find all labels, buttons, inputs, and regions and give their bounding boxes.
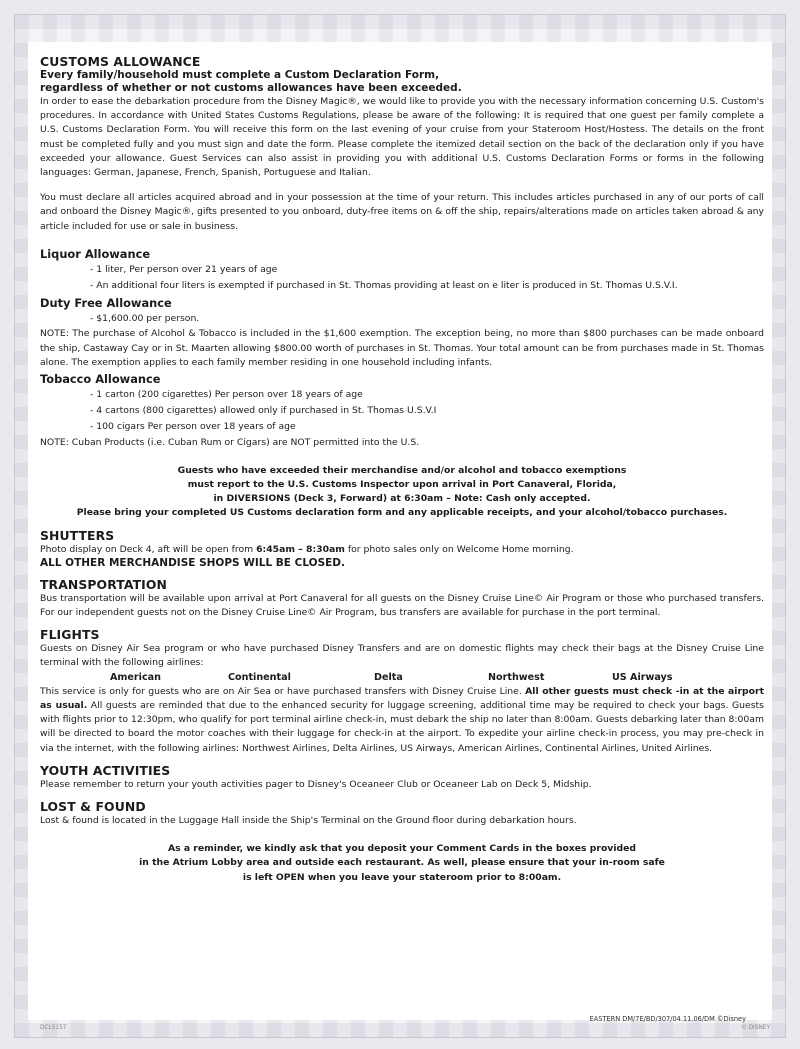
document-code: EASTERN DM/7E/BD/307/04.11.06/DM ©Disney bbox=[589, 1015, 746, 1023]
airline-name: American bbox=[110, 671, 161, 683]
customs-notice-line: Guests who have exceeded their merchandise and/or alcohol and tobacco exemptions bbox=[177, 464, 627, 476]
liquor-item: - An additional four liters is exempted if purchased in St. Thomas providing at least on e liter is produced in St. Thomas U.S.V.I. bbox=[90, 280, 678, 292]
shutters-title: SHUTTERS bbox=[40, 527, 115, 543]
airline-name: Northwest bbox=[488, 671, 545, 683]
shutters-text: Photo display on Deck 4, aft will be open from 6:45am – 8:30am for photo sales only on Welcome Home morning. bbox=[40, 543, 574, 555]
liquor-item: - 1 liter, Per person over 21 years of age bbox=[90, 263, 278, 275]
reminder-line: As a reminder, we kindly ask that you deposit your Comment Cards in the boxes provided bbox=[167, 843, 637, 855]
customs-notice-line: Please bring your completed US Customs declaration form and any applicable receipts, and your alcohol/tobacco purchases. bbox=[76, 507, 728, 519]
copyright-mark: © DISNEY bbox=[740, 1025, 770, 1031]
reminder-line: is left OPEN when you leave your stateroom prior to 8:00am. bbox=[242, 871, 562, 883]
airline-list bbox=[40, 671, 764, 685]
tobacco-note: NOTE: Cuban Products (i.e. Cuban Rum or Cigars) are NOT permitted into the U.S. bbox=[40, 436, 420, 448]
lost-found-text: Lost & found is located in the Luggage Hall inside the Ship's Terminal on the Ground floor during debarkation hours. bbox=[40, 814, 577, 826]
customs-subtitle-2: regardless of whether or not customs allowances have been exceeded. bbox=[40, 82, 462, 94]
form-number: DCL5157 bbox=[40, 1025, 67, 1031]
airline-name: Continental bbox=[228, 671, 291, 683]
tobacco-item: - 4 cartons (800 cigarettes) allowed only if purchased in St. Thomas U.S.V.I bbox=[90, 405, 437, 417]
lost-found-title: LOST & FOUND bbox=[40, 798, 146, 814]
reminder-line: in the Atrium Lobby area and outside each restaurant. As well, please ensure that your in-room safe bbox=[139, 857, 665, 869]
duty-free-item: - $1,600.00 per person. bbox=[90, 313, 200, 325]
customs-notice-line: in DIVERSIONS (Deck 3, Forward) at 6:30am – Note: Cash only accepted. bbox=[213, 493, 591, 505]
tobacco-item: - 1 carton (200 cigarettes) Per person over 18 years of age bbox=[90, 389, 363, 401]
youth-activities-text: Please remember to return your youth activities pager to Disney's Oceaneer Club or Oceaneer Lab on Deck 5, Midship. bbox=[40, 778, 592, 790]
airline-name: US Airways bbox=[612, 671, 673, 683]
customs-paragraph-2: You must declare all articles acquired abroad and in your possession at the time of your return. This includes articles purchased in any of our ports of call and onboard the Disney Magic®, gifts presented to you onboard, duty-free items on & off the ship, repairs/alterations made on articles taken abroad & any article included for use or sale in business. bbox=[40, 192, 764, 232]
customs-paragraph-1: In order to ease the debarkation procedure from the Disney Magic®, we would like to provide you with the necessary information concerning U.S. Custom's procedures. In accordance with United States Customs Regulations, please be aware of the following: It is required that one guest per family complete a U.S. Customs Declaration Form. You will receive this form on the last evening of your cruise from your Stateroom Host/Hostess. The details on the front must be completed fully and you must sign and date the form. Please complete the itemized detail section on the back of the declaration only if you have exceeded your allowance. Guest Services can also assist in providing you with additional U.S. Customs Declaration Forms or forms in the following languages: German, Japanese, French, Spanish, Portuguese and Italian. bbox=[40, 96, 764, 179]
duty-free-note: NOTE: The purchase of Alcohol & Tobacco is included in the $1,600 exemption. The exception being, no more than $800 purchases can be made onboard the ship, Castaway Cay or in St. Maarten allowing $800.00 worth of purchases in St. Thomas. Your total amount can be from purchases made in St. Thomas alone. The exemption applies to each family member residing in one household including infants. bbox=[40, 328, 764, 368]
tobacco-title: Tobacco Allowance bbox=[40, 372, 161, 387]
document-sheet bbox=[28, 42, 772, 1020]
airline-name: Delta bbox=[374, 671, 403, 683]
customs-subtitle-1: Every family/household must complete a Custom Declaration Form, bbox=[40, 69, 440, 81]
flights-details: This service is only for guests who are on Air Sea or have purchased transfers with Disney Cruise Line. All other guests must check -in at the airport as usual. All guests are reminded that due to the enhanced security for luggage screening, additional time may be required to check your bags. Guests with flights prior to 12:30pm, who qualify for port terminal airline check-in, must debark the ship no later than 8:00am. Guests debarking later than 8:00am will be directed to board the motor coaches with their luggage for check-in at the airport. To expedite your airline check-in process, you may pre-check in via the internet, with the following airlines: Northwest Airlines, Delta Airlines, US Airways, American Airlines, Continental Airlines, United Airlines. bbox=[40, 685, 764, 754]
customs-title: CUSTOMS ALLOWANCE bbox=[40, 54, 201, 69]
tobacco-item: - 100 cigars Per person over 18 years of age bbox=[90, 421, 296, 433]
flights-title: FLIGHTS bbox=[40, 627, 100, 643]
shops-closed-notice: ALL OTHER MERCHANDISE SHOPS WILL BE CLOSED. bbox=[40, 556, 346, 569]
flights-intro: Guests on Disney Air Sea program or who have purchased Disney Transfers and are on domestic flights may check their bags at the Disney Cruise Line terminal with the following airlines: bbox=[40, 643, 764, 669]
duty-free-title: Duty Free Allowance bbox=[40, 296, 172, 311]
liquor-title: Liquor Allowance bbox=[40, 246, 151, 261]
customs-notice-line: must report to the U.S. Customs Inspector upon arrival in Port Canaveral, Florida, bbox=[187, 479, 617, 491]
shutters-time: 6:45am – 8:30am bbox=[256, 543, 345, 555]
youth-activities-title: YOUTH ACTIVITIES bbox=[40, 762, 171, 778]
transportation-text: Bus transportation will be available upon arrival at Port Canaveral for all guests on the Disney Cruise Line© Air Program or those who purchased transfers. For our independent guests not on the Disney Cruise Line© Air Program, bus transfers are available for purchase in the port terminal. bbox=[40, 592, 764, 619]
transportation-title: TRANSPORTATION bbox=[40, 576, 167, 592]
